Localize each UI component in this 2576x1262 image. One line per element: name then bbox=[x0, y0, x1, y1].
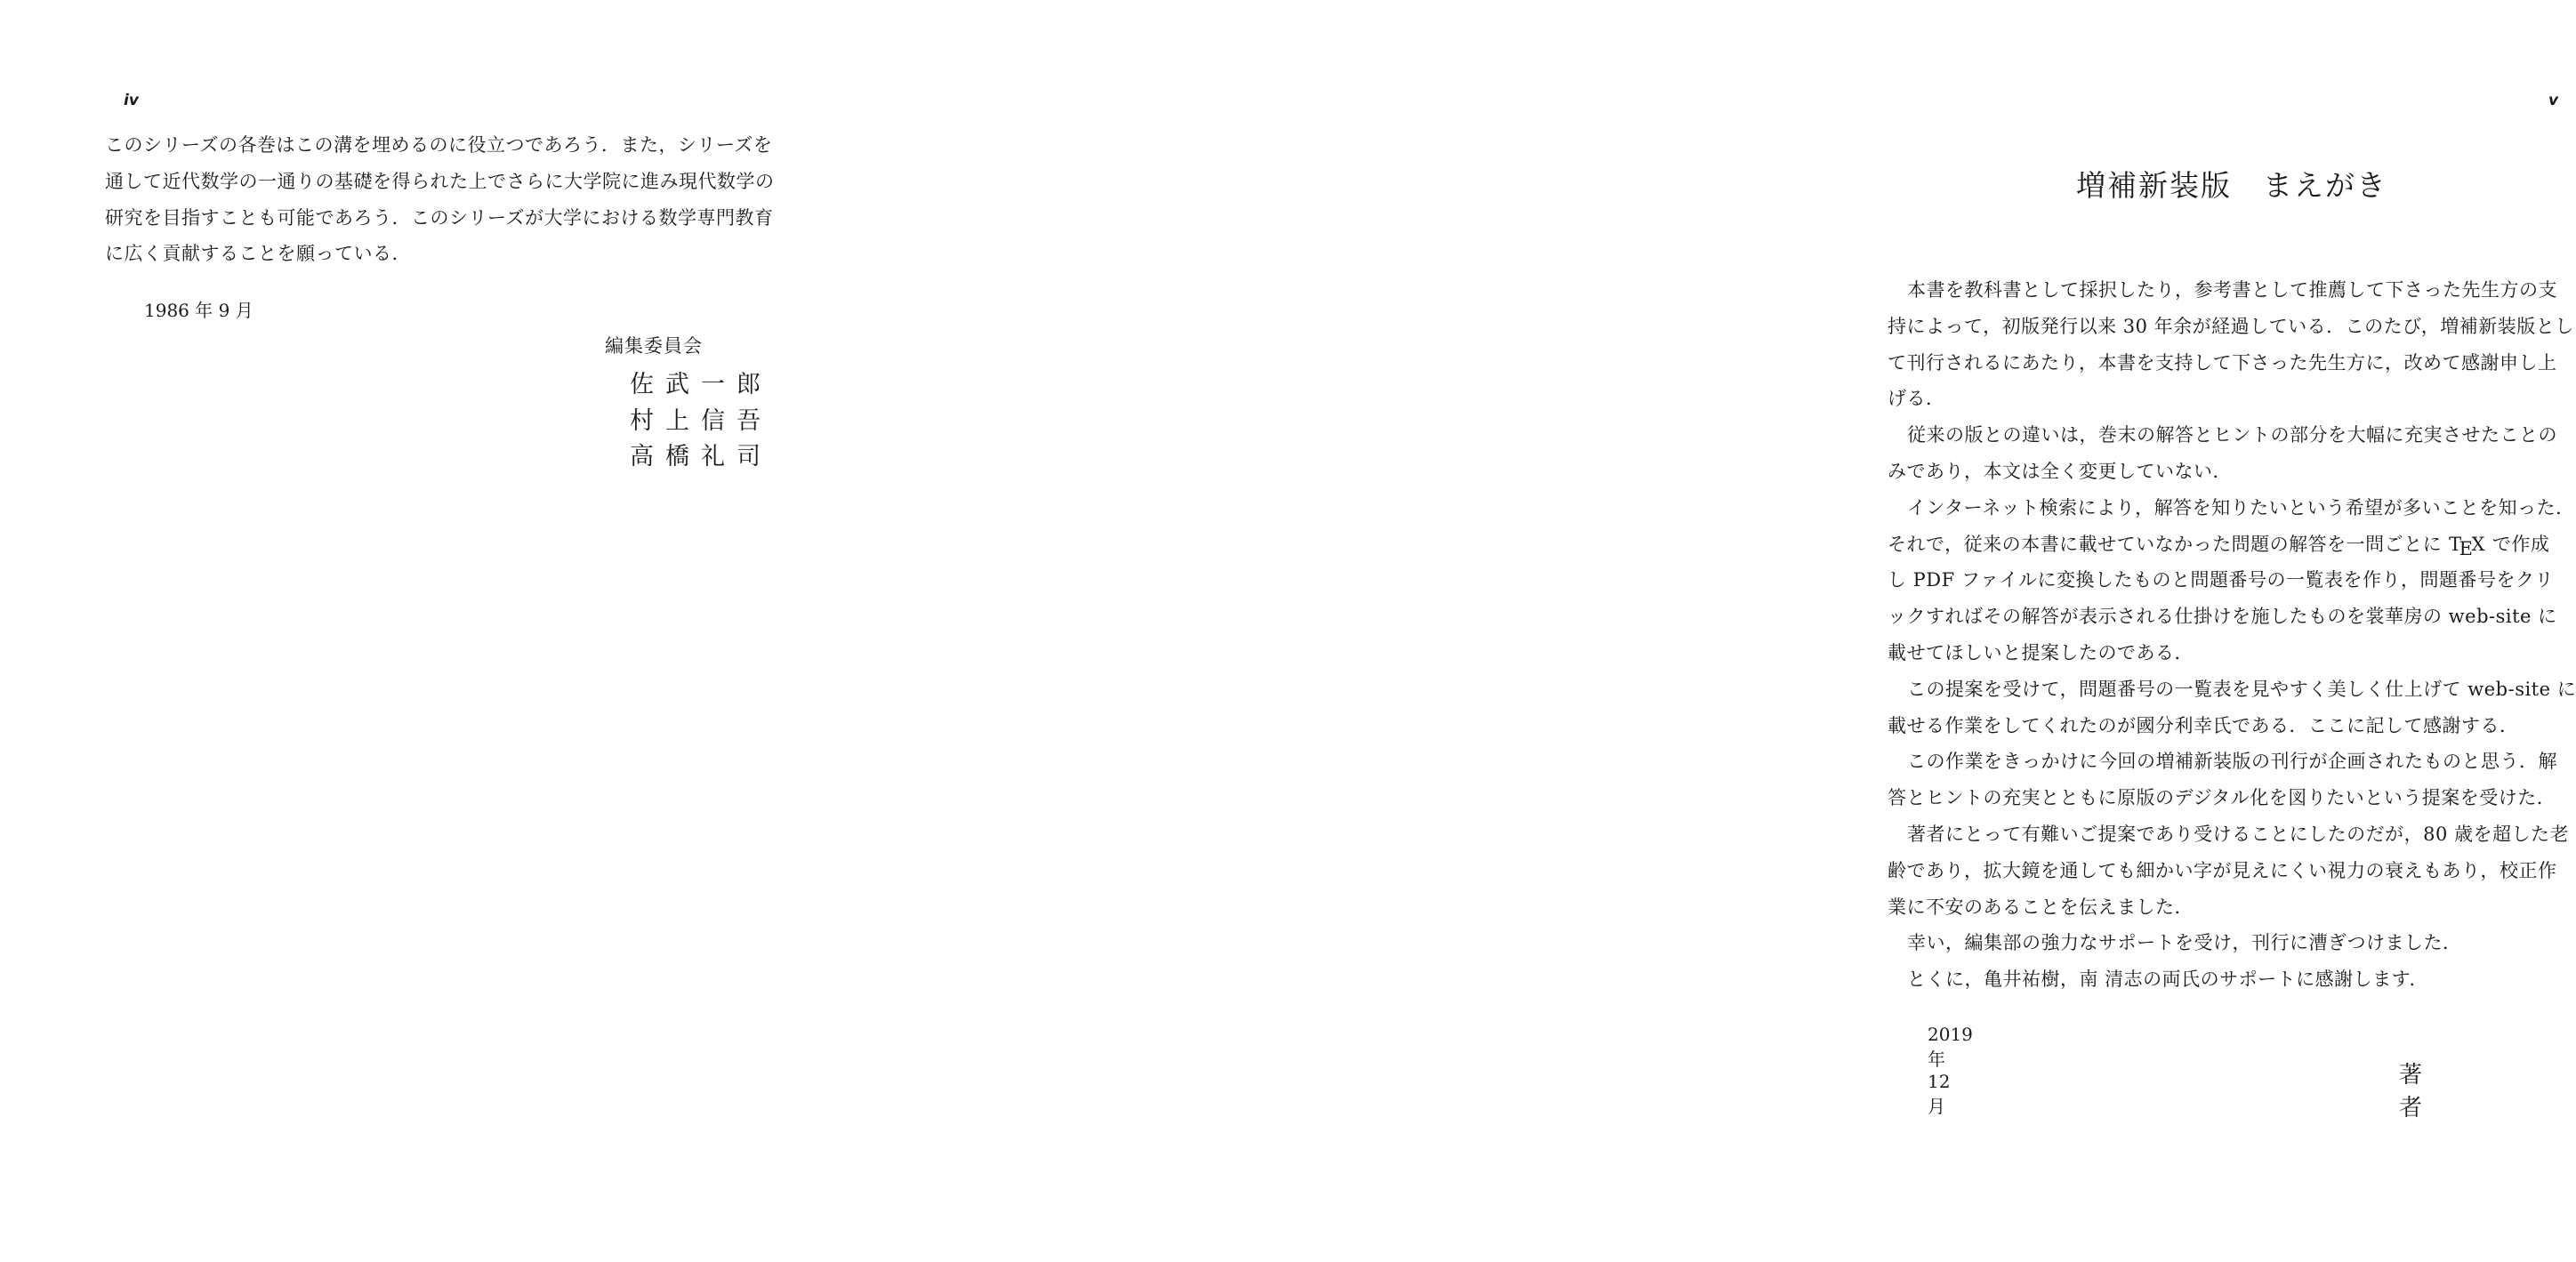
text-line: ックすればその解答が表示される仕掛けを施したものを裳華房の web-site に bbox=[1888, 606, 2557, 628]
text-line: みであり，本文は全く変更していない． bbox=[1888, 460, 2232, 482]
text-line: 本書を教科書として採択したり，参考書として推薦して下さった先生方の支 bbox=[1907, 279, 2557, 301]
right-page bbox=[890, 0, 2576, 1262]
tex-logo-e: E bbox=[2459, 537, 2474, 559]
text-line: 研究を目指すことも可能であろう．このシリーズが大学における数学専門教育 bbox=[105, 206, 774, 229]
text-segment: それで，従来の本書に載せていなかった問題の解答を一問ごとに bbox=[1888, 533, 2443, 555]
series-preface-text bbox=[105, 127, 775, 272]
text-line: この提案を受けて，問題番号の一覧表を見やすく美しく仕上げて web-site に bbox=[1907, 678, 2576, 700]
author-signature: 著者 bbox=[2399, 1062, 2453, 1121]
tex-logo-t: T bbox=[2449, 533, 2462, 555]
text-line: 通して近代数学の一通りの基礎を得られた上でさらに大学院に進み現代数学の bbox=[105, 170, 775, 192]
text-line: 著者にとって有難いご提案であり受けることにしたのだが，80 歳を超した老 bbox=[1907, 823, 2569, 845]
committee-member: 高橋礼司 bbox=[630, 443, 772, 470]
text-line: 業に不安のあることを伝えました． bbox=[1888, 896, 2194, 918]
page-number-left: iv bbox=[124, 92, 139, 109]
text-line: 答とヒントの充実とともに原版のデジタル化を図りたいという提案を受けた． bbox=[1888, 787, 2556, 809]
text-line: げる． bbox=[1888, 388, 1945, 410]
preface-body-text bbox=[1888, 272, 2576, 998]
page-title: 増補新装版 まえがき bbox=[2076, 168, 2387, 203]
text-line: 載せてほしいと提案したのである． bbox=[1888, 641, 2194, 663]
tex-logo bbox=[2449, 533, 2485, 559]
text-line: て刊行されるにあたり，本書を支持して下さった先生方に，改めて感謝申し上 bbox=[1888, 351, 2557, 374]
text-line: この作業をきっかけに今回の増補新装版の刊行が企画されたものと思う．解 bbox=[1907, 751, 2557, 773]
committee-member: 佐武一郎 bbox=[630, 371, 772, 398]
text-line: 載せる作業をしてくれたのが國分利幸氏である．ここに記して感謝する． bbox=[1888, 714, 2519, 736]
text-line: インターネット検索により，解答を知りたいという希望が多いことを知った． bbox=[1907, 496, 2575, 518]
tex-logo-x: X bbox=[2471, 533, 2485, 555]
text-line: し PDF ファイルに変換したものと問題番号の一覧表を作り，問題番号をクリ bbox=[1888, 569, 2554, 591]
text-segment: で作成 bbox=[2491, 533, 2550, 555]
editorial-committee-label: 編集委員会 bbox=[605, 335, 703, 357]
text-line: このシリーズの各巻はこの溝を埋めるのに役立つであろう．また，シリーズを bbox=[105, 134, 773, 156]
committee-member: 村上信吾 bbox=[630, 407, 772, 435]
text-line bbox=[1888, 527, 2576, 563]
page-number-right: v bbox=[2548, 92, 2559, 109]
text-line: に広く貢献することを願っている． bbox=[105, 243, 411, 265]
text-line: 齢であり，拡大鏡を通しても細かい字が見えにくい視力の衰えもあり，校正作 bbox=[1888, 859, 2557, 881]
text-line: 幸い，編集部の強力なサポートを受け，刊行に漕ぎつけました． bbox=[1907, 932, 2462, 954]
left-page bbox=[0, 0, 890, 1262]
text-line: とくに，亀井祐樹，南 清志の両氏のサポートに感謝します． bbox=[1907, 969, 2428, 991]
preface-date-left: 1986 年 9 月 bbox=[144, 300, 254, 321]
text-line: 持によって，初版発行以来 30 年余が経過している．このたび，増補新装版とし bbox=[1888, 315, 2574, 337]
text-line: 従来の版との違いは，巻末の解答とヒントの部分を大幅に充実させたことの bbox=[1907, 424, 2557, 446]
preface-date-right: 2019 年 12 月 bbox=[1928, 1024, 1973, 1117]
